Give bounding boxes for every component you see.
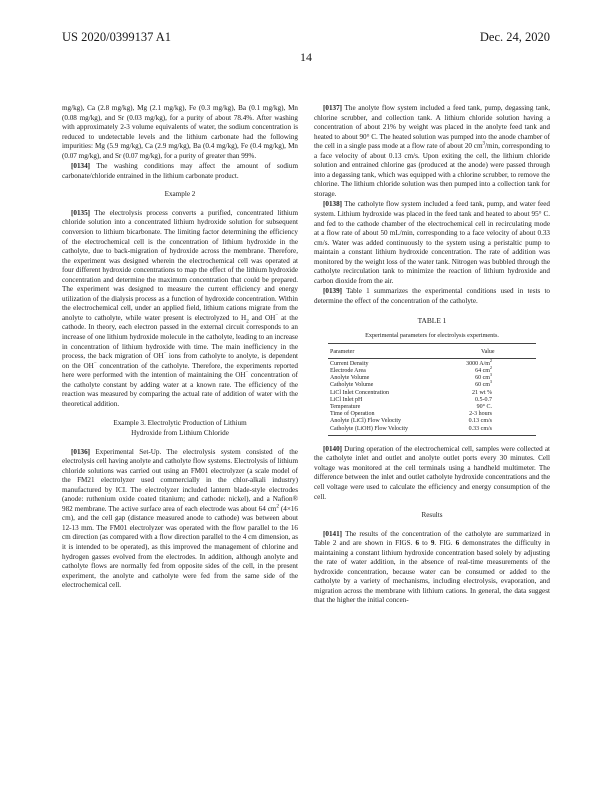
table-cell-value: 0.33 cm/s: [438, 426, 536, 436]
table-header-row: [328, 347, 536, 359]
table-cell-parameter: Anolyte Volume: [330, 375, 370, 382]
right-column: [314, 104, 550, 607]
paragraph-number: [0138]: [323, 200, 343, 209]
paragraph-text: at the cathode. In theory, each electron passed in the external circuit corresponds to an increase of one lithium hydroxide molecule in the catholyte, leading to an increase in concentration of lithium hydroxide with time. The main inefficiency in the process, the back migration of OH: [62, 313, 299, 361]
paragraph-0139: [314, 287, 550, 306]
table-cell-value: 3000 $A/m^2$: [466, 357, 492, 367]
table-cell-parameter: Anolyte (LiCl) Flow Velocity: [330, 418, 402, 425]
left-column: [62, 104, 298, 592]
table-row: [328, 358, 536, 368]
results-heading: Results: [421, 511, 443, 520]
paragraph-text: /min, corresponding to a face velocity of about 0.13 cm/s. Upon exiting the cell, the lithium chloride solution and entrained chlorine gas (produced at the anode) were passed through into a degassing tank, which was equipped with a chlorine scrubber, to remove the chlorine. The lithium chloride solution was then pumped into a collection tank for storage.: [314, 142, 550, 198]
table-cell-value: 0.13 cm/s: [468, 418, 492, 425]
superscript: 3: [482, 141, 486, 147]
table-cell-value: 0.5-0.7: [475, 396, 492, 403]
paragraph-0141: [314, 530, 550, 606]
figure-ref: 6: [415, 539, 420, 548]
paragraph-text: The results of the concentration of the catholyte are summarized in Table 2 and are shown in FIGS.: [314, 529, 551, 548]
table-cell-parameter: Catholyte Volume: [330, 382, 374, 389]
table-row: [328, 397, 536, 404]
table-cell-value: 21 wt %: [472, 389, 492, 396]
example-3-heading: [62, 419, 298, 438]
paragraph-text: The anolyte flow system included a feed tank, pump, degassing tank, chlorine scrubber, and collection tank. A lithium chloride solution having a concentration of about 21% by weight was placed in the anolyte feed tank and heated to about 90° C. The heated solution was pumped into the anode chamber of the cell in a single pass mode at a flow rate of about 20 cm: [314, 104, 551, 151]
paragraph-0138: [314, 200, 550, 286]
table-title: TABLE 1: [417, 316, 447, 326]
subscript: 2: [246, 319, 249, 325]
table-cell-parameter: Current Density: [330, 360, 369, 367]
paragraph-text: . FIG.: [434, 539, 456, 548]
table-row: [328, 390, 536, 397]
table-cell-value: 90° C.: [476, 404, 492, 410]
paragraph-text: demonstrates the difficulty in maintaining a constant lithium hydroxide concentration based solely by adjusting the rate of water addition, in the absence of real-time measurements of the hydroxide concentration, because water can be consumed or added to the catholyte by a variety of mechanisms, including electrolysis, evaporation, and migration across the membrane with lithium cations. In general, the data suggest that the higher the initial concen-: [314, 539, 551, 605]
superscript: −: [275, 313, 279, 319]
paragraph-number: [0140]: [323, 444, 343, 453]
superscript: −: [245, 370, 249, 376]
paragraph-0137: [314, 104, 550, 199]
paragraph-text: concentration of the catholyte constant by adding water at a known rate. The efficiency of the reaction was measured by comparing the actual rate of addition of water with the theoretical addition.: [62, 371, 298, 408]
table-cell-parameter: LiCl Inlet Concentration: [330, 389, 389, 396]
paragraph-text: The washing conditions may affect the amount of sodium carbonate/chloride entrained in the lithium carbonate product.: [62, 162, 299, 180]
paragraph-text: Table 1 summarizes the experimental conditions used in tests to determine the effect of the concentration of the catholyte.: [314, 287, 551, 305]
paragraph-0136: [62, 448, 298, 591]
table-cell-value: 60 $cm^3$: [475, 372, 492, 382]
figure-ref: 9: [430, 539, 435, 548]
column-header-parameter: Parameter: [328, 347, 438, 359]
example-2-heading: Example 2: [164, 190, 196, 199]
paragraph-0134: [62, 162, 298, 181]
paragraph-number: [0136]: [71, 447, 91, 456]
table-cell-parameter: Time of Operation: [330, 411, 375, 418]
paragraph-text: The catholyte flow system included a feed tank, pump, and water feed system. Lithium hydroxide was placed in the feed tank and heated to about 95° C. and fed to the cathode chamber of the electrochemical cell in recirculating mode at a flow rate of about 50 mL/min, corresponding to a face velocity of about 0.33 cm/s. Water was added continuously to the system using a peristaltic pump to maintain a constant lithium hydroxide concentration. The rate of addition was monitored by the weight loss of the water tank. Nitrogen was bubbled through the catholyte recirculation tank to minimize the reaction of lithium hydroxide and carbon dioxide from the air.: [314, 200, 551, 285]
paragraph-text: and OH: [248, 313, 276, 322]
paragraph-text: During operation of the electrochemical cell, samples were collected at the catholyte inlet and outlet and anolyte outlet ports every 30 minutes. Cell voltage was monitored at the cell terminals using a handheld multimeter. The difference between the inlet and outlet catholyte hydroxide concentrations and the cell voltage were used to calculate the efficiency and energy consumption of the cell.: [314, 444, 550, 501]
table-row: [328, 382, 536, 389]
paragraph-text: ions from catholyte to anolyte, is dependent on the OH: [62, 352, 299, 370]
heading-line: Hydroxide from Lithium Chloride: [131, 428, 229, 437]
table-cell-parameter: Electrode Area: [330, 367, 366, 374]
heading-line: Example 3. Electrolytic Production of Lithium: [113, 419, 247, 428]
paragraph-continued: mg/kg), Ca (2.8 mg/kg), Mg (2.1 mg/kg), Fe (0.3 mg/kg), Ba (0.1 mg/kg), Mn (0.08 mg/kg), and Sr (0.03 mg/kg), for a purity of about 78.4%. After washing with approximately 2-3 volume equivalents of water, the sodium concentration is reduced to undetectable levels and the lithium carbonate had the following impurities: Mg (5.9 mg/kg), Ca (2.9 mg/kg), Ba (0.4 mg/kg), Fe (0.4 mg/kg), Mn (0.07 mg/kg), and Sr (0.07 mg/kg), for a purity of greater than 99%.: [62, 104, 298, 160]
table-caption: Experimental parameters for electrolysis experiments.: [328, 331, 536, 344]
table-row: [328, 375, 536, 382]
table-cell-parameter: Catholyte (LiOH) Flow Velocity: [328, 426, 438, 436]
page-number: 14: [300, 50, 312, 64]
paragraph-text: The electrolysis process converts a purified, concentrated lithium chloride solution into a concentrated lithium hydroxide solution for subsequent conversion to lithium bicarbonate. The limiting factor determining the efficiency of the electrochemical cell is the concentration of lithium hydroxide in the catholyte, due to back-migration of hydroxide across the membrane. Therefore, the experiment was designed wherein the electrochemical cell was operated at four different hydroxide concentrations to map the effect of the lithium hydroxide concentration and determine the maximum concentration that could be prepared. The experiment was designed to measure the current efficiency and energy utilization of the dialysis process as a function of hydroxide concentration. Within the electrochemical cell, under an applied field, lithium cations migrate from the anolyte to catholyte, while water present is electrolyzed to H: [62, 208, 299, 322]
paragraph-number: [0134]: [71, 162, 91, 171]
paragraph-text: concentration of the catholyte. Therefore, the experiments reported here were performed with the intention of maintaining the OH: [62, 361, 299, 380]
superscript: −: [163, 351, 167, 357]
table-cell-value: 2-3 hours: [469, 411, 492, 418]
paragraph-number: [0141]: [323, 529, 343, 538]
table-cell-parameter: LiCl Inlet pH: [330, 396, 363, 403]
column-header-value: Value: [438, 347, 536, 359]
figure-ref: 6: [455, 539, 460, 548]
table-cell-value: 64 $cm^2$: [475, 364, 492, 374]
paragraph-text: Experimental Set-Up. The electrolysis system consisted of the electrolysis cell having anolyte and catholyte flow systems. Electrolysis of lithium chloride solutions was carried out using an FM01 electrolyzer (a scale model of the FM21 electrolyzer used commercially in the chlor-alkali industry) manufactured by ICI. The electrolyzer included lantern blade-style electrodes (anode: ruthenium oxide coated titanium; and cathode: nickel), and a Nafion® 982 membrane. The active surface area of each electrode was about 64 cm: [62, 447, 298, 513]
table-cell-parameter: Temperature: [330, 404, 361, 410]
superscript: −: [93, 361, 97, 367]
publication-date: Dec. 24, 2020: [479, 30, 550, 44]
superscript: 2: [276, 504, 279, 510]
publication-number: US 2020/0399137 A1: [62, 30, 172, 44]
table-row: [328, 368, 536, 375]
table-cell-value: 60 $cm^3$: [475, 379, 492, 389]
paragraph-number: [0135]: [71, 208, 91, 217]
paragraph-0135: [62, 209, 298, 409]
paragraph-number: [0137]: [323, 104, 343, 112]
table-row: [328, 426, 536, 436]
paragraph-number: [0139]: [323, 287, 343, 296]
paragraph-text: to: [419, 539, 431, 548]
parameters-table: [328, 347, 536, 436]
table-row: [328, 418, 536, 425]
paragraph-0140: [314, 445, 550, 502]
paragraph-text: (4×16 cm), and the cell gap (distance measured anode to cathode) was between about 12-13 mm. The FM01 electrolyzer was operated with the flow parallel to the 16 cm direction (as compared with a flow direction parallel to the 4 cm dimension, as it is intended to be operated), as this improved the management of chlorine and hydrogen gasses evolved from the electrodes. In addition, although anolyte and catholyte flows are normally fed from opposite sides of the cell, in the present experiment, the anolyte and catholyte were fed from the same side of the electrochemical cell.: [62, 504, 298, 590]
